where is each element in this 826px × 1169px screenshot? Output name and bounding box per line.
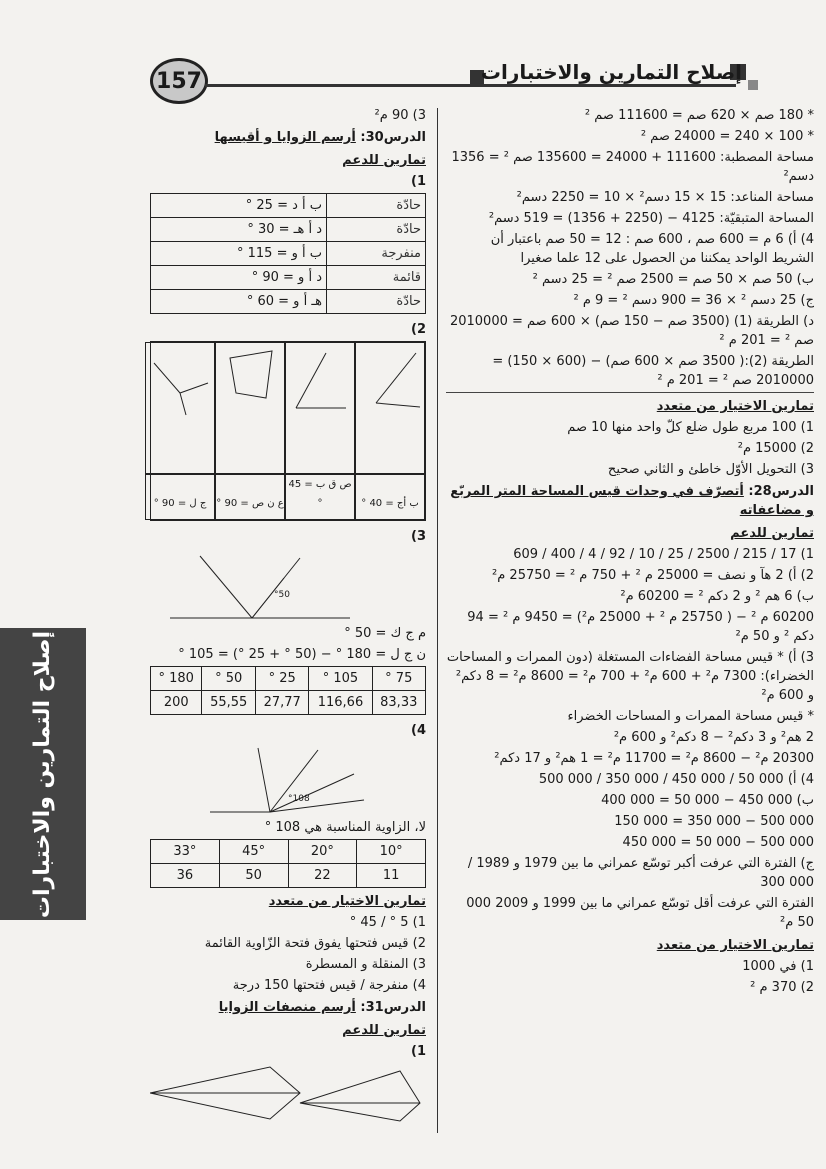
text-line: 4) منفرجة / قيس فتحتها 150 درجة [232, 978, 426, 993]
angle-figure [356, 343, 424, 423]
text-line: 2) 370 م ² [750, 980, 814, 995]
table-cell: 116,66 [309, 691, 372, 715]
lesson-label: الدرس28: [748, 484, 814, 499]
text-line: 20300 م² − 8600 م² = 11700 م² = 1 هم² و 17 دكم² [494, 751, 814, 766]
side-tab [0, 628, 86, 920]
table-row [151, 290, 426, 314]
table-cell: 75 ° [372, 667, 425, 691]
figure-cell [215, 342, 285, 474]
text-line: مساحة المناعد: 15 × 15 دسم² × 10 = 2250 دسم² [516, 190, 814, 205]
table-cell: حادّة [327, 218, 426, 242]
table-cell: 20° [288, 840, 357, 864]
angle-figures-grid [150, 341, 426, 521]
table-cell: 33° [151, 840, 220, 864]
text-line: 1) في 1000 [742, 959, 814, 974]
table-cell: 27,77 [255, 691, 308, 715]
text-line: 000 500 − 000 350 = 000 150 [614, 814, 814, 829]
lesson-title [446, 482, 814, 520]
section-heading: تمارين الاختيار من متعدد [656, 938, 814, 953]
exercise-number: 2) [411, 322, 426, 337]
page-title: إصلاح التمارين والاختبارات [480, 60, 742, 84]
page-number: 157 [150, 58, 208, 104]
text-line: المساحة المتبقيّة: 4125 − (2250 + 1356) = 519 دسم² [488, 211, 814, 226]
table-cell: ب أ و = 115 ° [151, 242, 327, 266]
section-heading: تمارين الاختيار من متعدد [268, 894, 426, 909]
lesson-title [150, 998, 426, 1017]
table-cell: 11 [357, 864, 426, 888]
table-cell: حادّة [327, 290, 426, 314]
text-line: 4) أ) 000 50 / 000 450 / 000 350 / 000 500 [538, 772, 814, 787]
lesson-name: أرسم منصفات الزوايا [218, 1000, 356, 1015]
text-line: مساحة المصطبة: 111600 + 24000 = 135600 صم ² = 1356 دسم² [451, 150, 814, 184]
lesson-label: الدرس30: [360, 130, 426, 145]
table-row [151, 266, 426, 290]
value-table [150, 666, 426, 715]
angle-figure-4 [150, 742, 426, 818]
section-heading: تمارين للدعم [730, 526, 814, 541]
figure-cell [355, 474, 425, 520]
figure-cell [285, 342, 355, 474]
figure-cell [285, 474, 355, 520]
header-square-icon [748, 80, 758, 90]
angle-figure [286, 343, 354, 423]
table-cell: حادّة [327, 194, 426, 218]
angle-figure-3 [150, 548, 426, 624]
figure-label: ع ن ص = 90 ° [216, 498, 284, 509]
table-cell: 25 ° [255, 667, 308, 691]
section-heading: تمارين الاختيار من متعدد [656, 399, 814, 414]
figure-label: ب أج = 40 ° [361, 498, 419, 509]
text-line: 2 هم² و 3 دكم² − 8 دكم² و 600 م² [613, 730, 814, 745]
lesson-name: أتصرّف في وحدات قيس المساحة المتر المربّع و مضاعفاته [450, 484, 814, 518]
text-line: ب) 000 450 − 000 50 = 000 400 [601, 793, 814, 808]
table-cell: منفرجة [327, 242, 426, 266]
figure-label: ج ل = 90 ° [153, 498, 207, 509]
text-line: د) الطريقة (1) (3500 صم − 150 صم) × 600 صم = 2010000 صم ² = 201 م ² [449, 314, 814, 348]
section-heading: تمارين للدعم [342, 1023, 426, 1038]
text-line: 3) أ) * قيس مساحة الفضاءات المستغلة (دون الممرات و المساحات الخضراء): 7300 م² + 600 م² + 700 م² = 8600 م² = 8 دكم² و 600 م² [446, 650, 814, 703]
table-cell: 22 [288, 864, 357, 888]
angle-table [150, 193, 426, 314]
value-table [150, 839, 426, 888]
text-line: * 180 صم × 620 صم = 111600 صم ² [584, 108, 814, 123]
text-line: 000 500 − 000 50 = 000 450 [622, 835, 814, 850]
text-line: 1) 5 ° / 45 ° [349, 915, 426, 930]
text-line: 3) المنقلة و المسطرة [305, 957, 426, 972]
text-line: 2) 15000 م² [737, 441, 814, 456]
table-cell: د أ هـ = 30 ° [151, 218, 327, 242]
text-line: لا، الزاوية المناسبة هي 108 ° [264, 820, 426, 835]
lesson-title [150, 128, 426, 147]
column-divider [437, 108, 438, 1133]
figure-label: ص ق ب = 45 ° [288, 479, 352, 509]
bisector-figure [150, 1063, 426, 1123]
table-cell: هـ أ و = 60 ° [151, 290, 327, 314]
table-cell: د أ و = 90 ° [151, 266, 327, 290]
text-line: الفترة التي عرفت أقل توسّع عمراني ما بين 1999 و 2009 000 50 م² [466, 896, 814, 930]
figure-cell [355, 342, 425, 474]
table-cell: 45° [219, 840, 288, 864]
table-cell: 55,55 [202, 691, 255, 715]
figure-cell [215, 474, 285, 520]
table-cell: قائمة [327, 266, 426, 290]
text-line: م ج ك = 50 ° [344, 626, 426, 641]
table-cell: 105 ° [309, 667, 372, 691]
table-row [151, 667, 426, 691]
text-line: 2) أ) 2 هآ و نصف = 25000 م ² + 750 م ² = 25750 م² [492, 568, 814, 583]
figure-cell [145, 474, 215, 520]
exercise-number: 1) [411, 174, 426, 189]
table-row [151, 840, 426, 864]
text-line: ن ج ل = 180 ° − (50 ° + 25 °) = 105 ° [178, 647, 426, 662]
exercise-number: 3) [411, 529, 426, 544]
exercise-number: 1) [411, 1044, 426, 1059]
figure-label: °50 [274, 590, 290, 600]
table-cell: 200 [151, 691, 202, 715]
lesson-name: أرسم الزوايا و أقيسها [214, 130, 356, 145]
text-line: * قيس مساحة الممرات و المساحات الخضراء [567, 709, 814, 724]
divider [446, 392, 814, 393]
header-rule [205, 84, 736, 87]
table-cell: 50 ° [202, 667, 255, 691]
right-column [446, 106, 814, 999]
text-line: 60200 م ² − ( 25750 م ² + 25000 م²) = 9450 م ² = 94 دكم ² و 50 م² [467, 610, 814, 644]
text-line: 1) 100 مربع طول ضلع كلّ واحد منها 10 صم [567, 420, 814, 435]
text-line: 2) قيس فتحتها يفوق فتحة الزّاوية القائمة [204, 936, 426, 951]
text-line: الطريقة (2):( 3500 صم × 600 صم) − (600 × 150) = 2010000 صم ² = 201 م ² [492, 354, 814, 388]
left-column [150, 106, 426, 1129]
text-line: 3) التحويل الأوّل خاطئ و الثاني صحيح [607, 462, 814, 477]
figure-label: °108 [288, 794, 310, 804]
table-row [151, 218, 426, 242]
figure-cell [145, 342, 215, 474]
table-row [151, 864, 426, 888]
text-line: ب) 6 هم ² و 2 دكم ² = 60200 م² [620, 589, 814, 604]
side-tab-label: إصلاح التمارين والاختبارات [30, 630, 56, 918]
angle-figure [146, 343, 214, 423]
text-line: * 100 × 240 = 24000 صم ² [640, 129, 814, 144]
table-row [151, 242, 426, 266]
exercise-number: 4) [411, 723, 426, 738]
text-line: ج) 25 دسم ² × 36 = 900 دسم ² = 9 م ² [573, 293, 814, 308]
table-cell: 36 [151, 864, 220, 888]
text-line: ب) 50 صم × 50 صم = 2500 صم ² = 25 دسم ² [532, 272, 814, 287]
table-row [151, 194, 426, 218]
table-cell: 180 ° [151, 667, 202, 691]
text-line: ج) الفترة التي عرفت أكبر توسّع عمراني ما بين 1979 و 1989 / 000 300 [467, 856, 814, 890]
table-cell: 50 [219, 864, 288, 888]
table-cell: 10° [357, 840, 426, 864]
text-line: 3) 90 م² [374, 108, 426, 123]
table-cell: 83,33 [372, 691, 425, 715]
table-cell: ب أ د = 25 ° [151, 194, 327, 218]
text-line: 1) 17 / 215 / 2500 / 25 / 10 / 92 / 4 / 400 / 609 [513, 547, 814, 562]
text-line: 4) أ) 6 م = 600 صم ، 600 صم : 12 = 50 صم باعتبار أن الشريط الواحد يمكننا من الحصول على 12 علما صغيرا [490, 232, 814, 266]
table-row [151, 691, 426, 715]
section-heading: تمارين للدعم [342, 153, 426, 168]
angle-figure [216, 343, 284, 423]
lesson-label: الدرس31: [360, 1000, 426, 1015]
